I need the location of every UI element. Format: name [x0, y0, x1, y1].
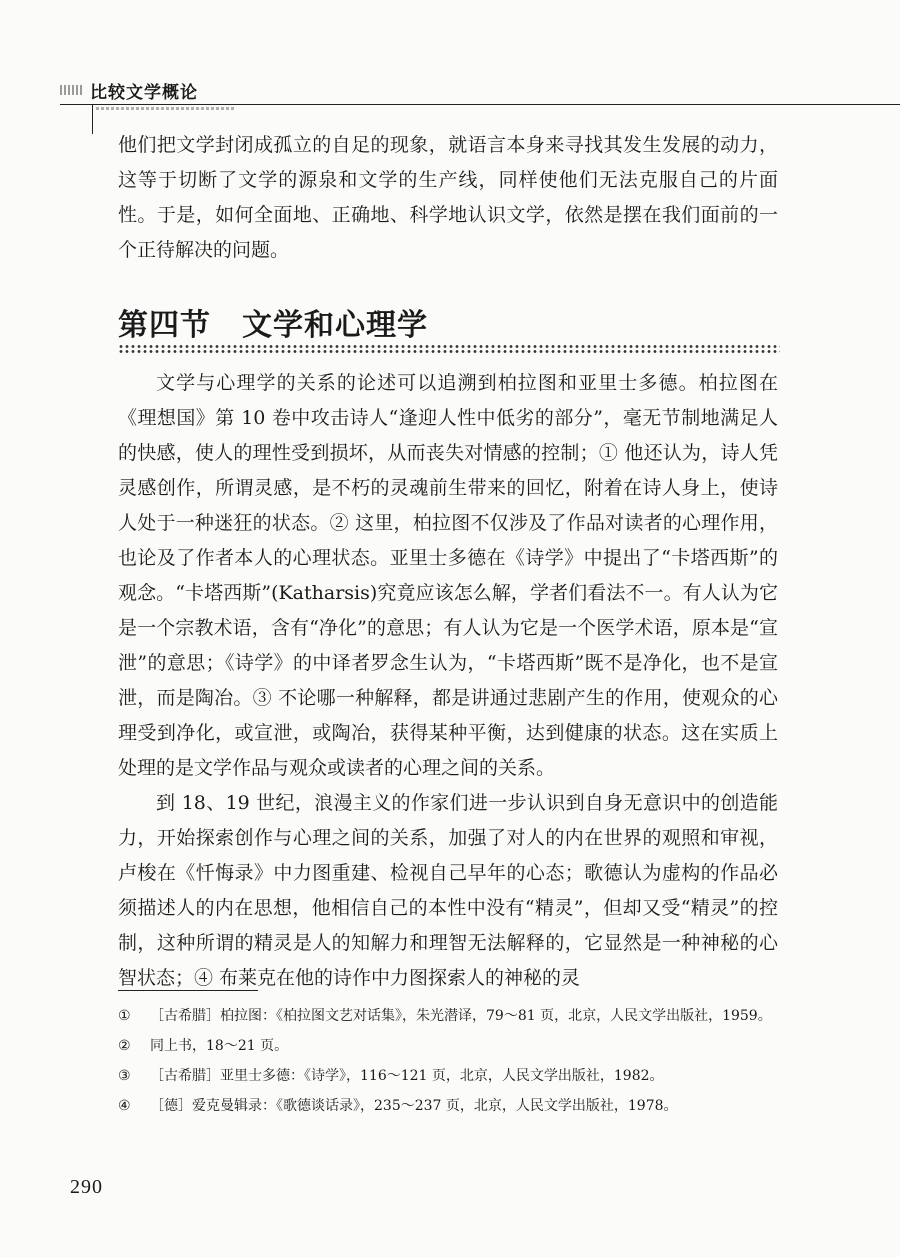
footnote-marker: ③ — [118, 1068, 131, 1084]
footnote-marker: ② — [118, 1038, 131, 1054]
footnote-3 — [118, 1064, 786, 1088]
paragraph-3: 到 18、19 世纪，浪漫主义的作家们进一步认识到自身无意识中的创造能力，开始探索创作与心理之间的关系，加强了对人的内在世界的观照和审视，卢梭在《忏悔录》中力图重建、检视自己早年的心态；歌德认为虚构的作品必须描述人的内在思想，他相信自己的本性中没有“精灵”，但却又受“精灵”的控制，这种所谓的精灵是人的知解力和理智无法解释的，它显然是一种神秘的心智状态；④ 布莱克在他的诗作中力图探索人的神秘的灵 — [118, 792, 778, 989]
running-header — [60, 78, 198, 102]
dotted-divider — [118, 344, 780, 354]
page-number: 290 — [70, 1176, 103, 1198]
footnote-text: ［德］爱克曼辑录：《歌德谈话录》，235～237 页，北京，人民文学出版社，1978。 — [150, 1098, 678, 1114]
header-rule — [60, 104, 900, 105]
footnote-marker: ④ — [118, 1098, 131, 1114]
book-title: 比较文学概论 — [90, 82, 198, 103]
footnote-text: 同上书，18～21 页。 — [150, 1038, 289, 1054]
header-decoration — [96, 107, 236, 110]
paragraph-1: 他们把文学封闭成孤立的自足的现象，就语言本身来寻找其发生发展的动力，这等于切断了文学的源泉和文学的生产线，同样使他们无法克服自己的片面性。于是，如何全面地、正确地、科学地认识文学，依然是摆在我们面前的一个正待解决的问题。 — [118, 134, 778, 261]
section-title: 第四节 文学和心理学 — [118, 308, 428, 343]
footnote-1 — [118, 1004, 786, 1028]
header-ornament — [60, 85, 82, 95]
footnote-text: ［古希腊］柏拉图：《柏拉图文艺对话集》，朱光潜译，79～81 页，北京，人民文学出版社，1959。 — [150, 1008, 772, 1024]
footnote-rule — [118, 990, 258, 991]
footnote-4 — [118, 1094, 786, 1118]
header-vertical-rule — [92, 104, 93, 134]
footnotes — [118, 1004, 786, 1124]
paragraph-2: 文学与心理学的关系的论述可以追溯到柏拉图和亚里士多德。柏拉图在《理想国》第 10 卷中攻击诗人“逢迎人性中低劣的部分”，毫无节制地满足人的快感，使人的理性受到损坏，从而丧失对情感的控制；① 他还认为，诗人凭灵感创作，所谓灵感，是不朽的灵魂前生带来的回忆，附着在诗人身上，使诗人处于一种迷狂的状态。② 这里，柏拉图不仅涉及了作品对读者的心理作用，也论及了作者本人的心理状态。亚里士多德在《诗学》中提出了“卡塔西斯”的观念。“卡塔西斯”(Katharsis)究竟应该怎么解，学者们看法不一。有人认为它是一个宗教术语，含有“净化”的意思；有人认为它是一个医学术语，原本是“宣泄”的意思；《诗学》的中译者罗念生认为，“卡塔西斯”既不是净化，也不是宣泄，而是陶冶。③ 不论哪一种解释，都是讲通过悲剧产生的作用，使观众的心理受到净化，或宣泄，或陶冶，获得某种平衡，达到健康的状态。这在实质上处理的是文学作品与观众或读者的心理之间的关系。 — [118, 372, 778, 779]
footnote-2 — [118, 1034, 786, 1058]
footnote-text: ［古希腊］亚里士多德：《诗学》，116～121 页，北京，人民文学出版社，1982。 — [150, 1068, 664, 1084]
footnote-marker: ① — [118, 1008, 131, 1024]
